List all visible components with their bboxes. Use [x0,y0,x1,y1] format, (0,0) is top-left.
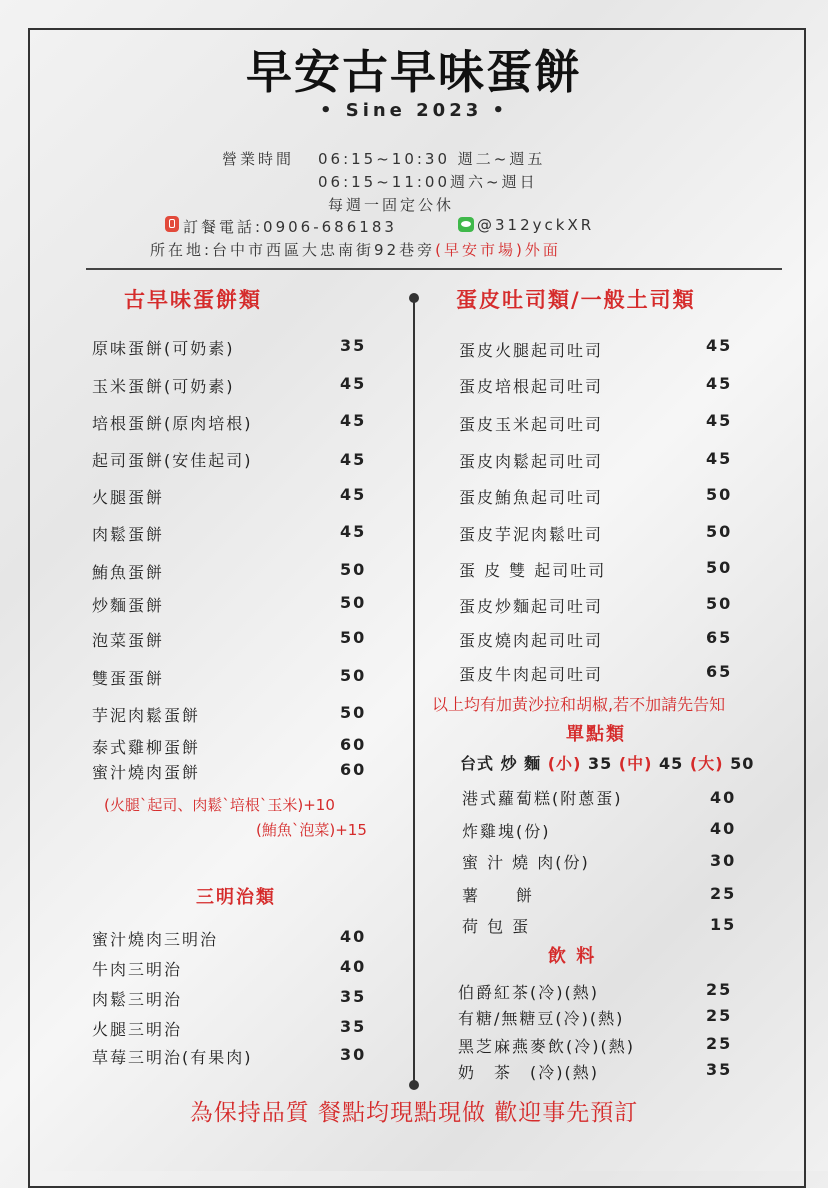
menu-item: 玉米蛋餅(可奶素) [92,377,235,396]
size-small: 小 [556,754,574,773]
price-small: 35 [587,754,613,773]
menu-price: 65 [706,628,733,647]
menu-price: 45 [706,374,733,393]
menu-item: 蛋皮芋泥肉鬆吐司 [459,525,604,544]
menu-item: 泡菜蛋餅 [92,631,165,650]
fried-noodle-row: 台式 炒 麵 (小) 35 (中) 45 (大) 50 [460,754,755,773]
addon-note-1: (火腿`起司、肉鬆`培根`玉米)+10 [104,796,335,814]
price-medium: 45 [659,754,684,773]
menu-price: 25 [706,980,733,999]
menu-price: 50 [340,628,367,647]
divider-dot-bottom [409,1080,419,1090]
since-tagline: • Sine 2023 • [319,100,509,121]
menu-item: 蛋皮鮪魚起司吐司 [459,488,604,507]
phone-number: 訂餐電話:0906-686183 [183,218,397,236]
menu-item: 薯 餅 [462,886,535,905]
menu-price: 40 [340,957,367,976]
menu-price: 30 [340,1045,367,1064]
menu-item: 港式蘿蔔糕(附蔥蛋) [462,789,623,808]
line-icon [458,217,474,232]
menu-price: 50 [340,703,367,722]
addon-note-2: (鮪魚`泡菜)+15 [256,821,367,839]
price-large: 50 [730,754,755,773]
menu-price: 50 [340,666,367,685]
menu-item: 蜜汁燒肉蛋餅 [92,763,201,782]
menu-item: 蛋皮燒肉起司吐司 [459,631,604,650]
menu-item: 泰式雞柳蛋餅 [92,738,201,757]
menu-item: 蜜汁燒肉三明治 [92,930,219,949]
menu-item: 蛋皮培根起司吐司 [459,377,604,396]
menu-item: 培根蛋餅(原肉培根) [92,414,253,433]
section-title-single-items: 單點類 [566,724,626,745]
menu-item: 有糖/無糖豆(冷)(熱) [458,1009,625,1028]
menu-price: 60 [340,735,367,754]
address-text: 所在地:台中市西區大忠南街92巷旁 [150,241,436,259]
menu-price: 35 [340,336,367,355]
menu-item: 起司蛋餅(安佳起司) [92,451,253,470]
topping-note: 以上均有加黃沙拉和胡椒,若不加請先告知 [432,695,726,714]
menu-item: 蛋皮玉米起司吐司 [459,415,604,434]
menu-price: 35 [340,1017,367,1036]
line-id: @312yckXR [477,216,595,234]
menu-price: 50 [706,522,733,541]
divider-dot-top [409,293,419,303]
menu-price: 50 [706,485,733,504]
menu-price: 45 [340,485,367,504]
footer-notice: 為保持品質 餐點均現點現做 歡迎事先預訂 [189,1100,639,1126]
menu-item: 荷 包 蛋 [462,917,531,936]
menu-item: 蛋 皮 雙 起司吐司 [459,561,607,580]
menu-item: 奶 茶 (冷)(熱) [458,1063,599,1082]
menu-price: 25 [706,1006,733,1025]
menu-item: 蛋皮肉鬆起司吐司 [459,452,604,471]
menu-price: 30 [710,851,737,870]
menu-price: 45 [706,336,733,355]
section-title-egg-pancake: 古早味蛋餅類 [124,288,262,312]
menu-item: 炒麵蛋餅 [92,596,165,615]
size-large: 大 [698,754,716,773]
shop-title: 早安古早味蛋餅 [246,45,582,99]
menu-item: 芋泥肉鬆蛋餅 [92,706,201,725]
menu-price: 50 [706,558,733,577]
column-divider [413,298,415,1086]
menu-item: 牛肉三明治 [92,960,183,979]
hours-weekday: 06:15~10:30 週二~週五 [318,150,546,168]
menu-price: 40 [710,819,737,838]
section-title-drinks: 飲 料 [548,946,597,967]
menu-price: 50 [706,594,733,613]
menu-price: 45 [706,449,733,468]
menu-item: 蛋皮炒麵起司吐司 [459,597,604,616]
menu-item: 火腿三明治 [92,1020,183,1039]
hours-weekend: 06:15~11:00週六~週日 [318,173,538,191]
menu-price: 35 [706,1060,733,1079]
menu-item: 火腿蛋餅 [92,488,165,507]
section-title-sandwich: 三明治類 [196,887,276,908]
menu-price: 45 [706,411,733,430]
phone-icon [165,216,179,232]
menu-item: 伯爵紅茶(冷)(熱) [458,983,599,1002]
menu-price: 45 [340,411,367,430]
menu-item: 炸雞塊(份) [462,822,551,841]
menu-item: 蛋皮火腿起司吐司 [459,341,604,360]
menu-item: 蜜 汁 燒 肉(份) [462,853,590,872]
menu-price: 65 [706,662,733,681]
menu-price: 45 [340,450,367,469]
menu-price: 25 [706,1034,733,1053]
menu-price: 50 [340,593,367,612]
size-medium: 中 [627,754,645,773]
menu-item: 草莓三明治(有果肉) [92,1048,253,1067]
fried-noodle-name: 台式 炒 麵 [460,754,542,773]
menu-price: 35 [340,987,367,1006]
menu-price: 45 [340,374,367,393]
address-market: (早安市場)外面 [435,241,561,259]
menu-item: 肉鬆三明治 [92,990,183,1009]
menu-price: 60 [340,760,367,779]
menu-item: 原味蛋餅(可奶素) [92,339,235,358]
menu-price: 40 [710,788,737,807]
menu-item: 雙蛋蛋餅 [92,669,165,688]
menu-price: 45 [340,522,367,541]
closed-day: 每週一固定公休 [328,196,455,214]
menu-item: 蛋皮牛肉起司吐司 [459,665,604,684]
menu-price: 50 [340,560,367,579]
section-title-egg-toast: 蛋皮吐司類/一般土司類 [456,288,696,312]
menu-item: 肉鬆蛋餅 [92,525,165,544]
menu-item: 鮪魚蛋餅 [92,563,165,582]
menu-price: 15 [710,915,737,934]
menu-price: 25 [710,884,737,903]
menu-price: 40 [340,927,367,946]
header-divider [86,268,782,270]
hours-label: 營業時間 [222,150,295,168]
address [150,239,561,260]
menu-item: 黑芝麻燕麥飲(冷)(熱) [458,1037,635,1056]
